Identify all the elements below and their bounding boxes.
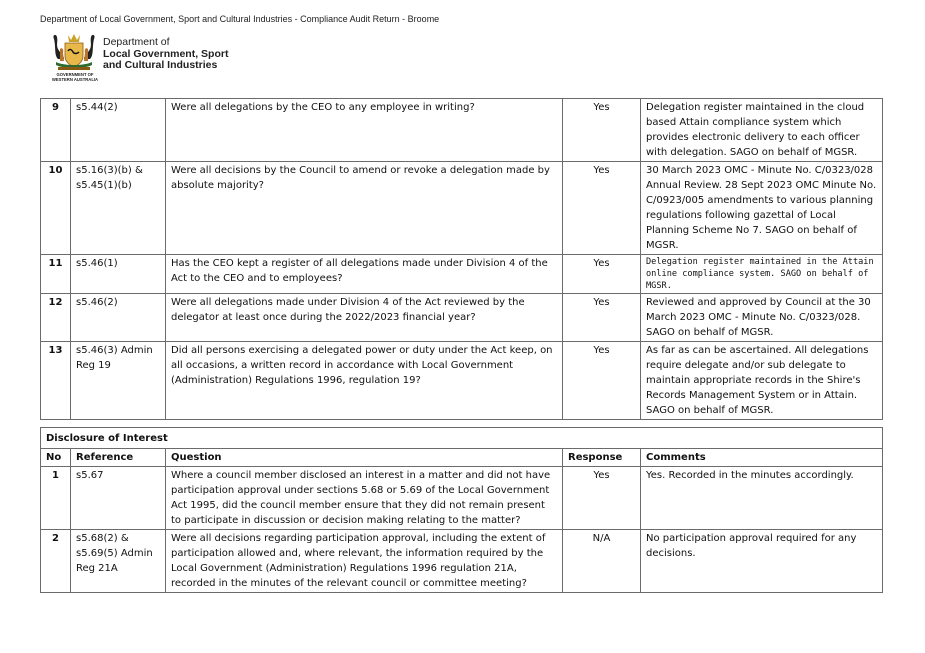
row-number: 10 bbox=[41, 162, 71, 255]
row-reference: s5.16(3)(b) & s5.45(1)(b) bbox=[71, 162, 166, 255]
row-question: Were all delegations by the CEO to any employee in writing? bbox=[166, 99, 563, 162]
table-row bbox=[41, 342, 883, 420]
table-row bbox=[41, 467, 883, 530]
column-header-comments: Comments bbox=[641, 449, 883, 467]
department-name bbox=[103, 37, 228, 72]
table-row bbox=[41, 530, 883, 593]
row-comments: No participation approval required for any decisions. bbox=[641, 530, 883, 593]
row-comments: Delegation register maintained in the cloud based Attain compliance system which provides electronic delivery to each officer with delegation. SAGO on behalf of MGSR. bbox=[641, 99, 883, 162]
row-reference: s5.44(2) bbox=[71, 99, 166, 162]
row-reference: s5.46(1) bbox=[71, 255, 166, 294]
department-name-line1: Department of bbox=[103, 36, 170, 48]
row-number: 1 bbox=[41, 467, 71, 530]
column-header-no: No bbox=[41, 449, 71, 467]
row-number: 9 bbox=[41, 99, 71, 162]
table-row bbox=[41, 99, 883, 162]
column-header-reference: Reference bbox=[71, 449, 166, 467]
row-response: Yes bbox=[563, 294, 641, 342]
row-reference: s5.68(2) & s5.69(5) Admin Reg 21A bbox=[71, 530, 166, 593]
row-comments: Reviewed and approved by Council at the 30 March 2023 OMC - Minute No. C/0323/028. SAGO on behalf of MGSR. bbox=[641, 294, 883, 342]
section-title: Disclosure of Interest bbox=[41, 428, 883, 449]
row-question: Were all decisions by the Council to amend or revoke a delegation made by absolute majority? bbox=[166, 162, 563, 255]
section-title-row bbox=[41, 428, 883, 449]
table-row bbox=[41, 162, 883, 255]
row-comments: As far as can be ascertained. All delegations require delegate and/or sub delegate to maintain appropriate records in the Shire's Records Management System or in Attain. SAGO on behalf of MGSR. bbox=[641, 342, 883, 420]
row-response: Yes bbox=[563, 99, 641, 162]
row-comments: Yes. Recorded in the minutes accordingly. bbox=[641, 467, 883, 530]
table-row bbox=[41, 255, 883, 294]
row-comments: 30 March 2023 OMC - Minute No. C/0323/028 Annual Review. 28 Sept 2023 OMC Minute No. C/0923/005 amendments to various planning regulations following gazettal of Local Planning Scheme No 7. SAGO on behalf of MGSR. bbox=[641, 162, 883, 255]
crest-caption-line1: GOVERNMENT OF bbox=[56, 72, 94, 77]
column-header-question: Question bbox=[166, 449, 563, 467]
row-number: 2 bbox=[41, 530, 71, 593]
row-number: 12 bbox=[41, 294, 71, 342]
department-logo bbox=[48, 31, 248, 81]
row-response: Yes bbox=[563, 255, 641, 294]
table-row bbox=[41, 294, 883, 342]
row-question: Where a council member disclosed an interest in a matter and did not have participation approval under sections 5.68 or 5.69 of the Local Government Act 1995, did the council member ensure that they did not remain present to participate in discussion or decision making relating to the matter? bbox=[166, 467, 563, 530]
row-question: Were all decisions regarding participation approval, including the extent of participation allowed and, where relevant, the information required by the Local Government (Administration) Regulations 1996 regulation 21A, recorded in the minutes of the relevant council or committee meeting? bbox=[166, 530, 563, 593]
delegations-table bbox=[40, 98, 883, 420]
row-reference: s5.46(2) bbox=[71, 294, 166, 342]
department-name-line3: and Cultural Industries bbox=[103, 59, 218, 71]
row-question: Has the CEO kept a register of all delegations made under Division 4 of the Act to the CEO and to employees? bbox=[166, 255, 563, 294]
row-response: Yes bbox=[563, 467, 641, 530]
row-question: Did all persons exercising a delegated power or duty under the Act keep, on all occasions, a written record in accordance with Local Government (Administration) Regulations 1996, regulation 19? bbox=[166, 342, 563, 420]
row-question: Were all delegations made under Division 4 of the Act reviewed by the delegator at least once during the 2022/2023 financial year? bbox=[166, 294, 563, 342]
row-reference: s5.67 bbox=[71, 467, 166, 530]
column-header-row bbox=[41, 449, 883, 467]
document-header: Department of Local Government, Sport and Cultural Industries - Compliance Audit Return - Broome bbox=[40, 14, 440, 24]
crest-caption-line2: WESTERN AUSTRALIA bbox=[51, 77, 99, 82]
row-comments: Delegation register maintained in the Attain online compliance system. SAGO on behalf of MGSR. bbox=[641, 255, 883, 294]
row-reference: s5.46(3) Admin Reg 19 bbox=[71, 342, 166, 420]
row-response: Yes bbox=[563, 162, 641, 255]
row-response: N/A bbox=[563, 530, 641, 593]
row-response: Yes bbox=[563, 342, 641, 420]
department-name-line2: Local Government, Sport bbox=[103, 47, 229, 60]
row-number: 13 bbox=[41, 342, 71, 420]
column-header-response: Response bbox=[563, 449, 641, 467]
disclosure-of-interest-table bbox=[40, 427, 883, 593]
wa-crest-icon bbox=[48, 31, 100, 77]
row-number: 11 bbox=[41, 255, 71, 294]
